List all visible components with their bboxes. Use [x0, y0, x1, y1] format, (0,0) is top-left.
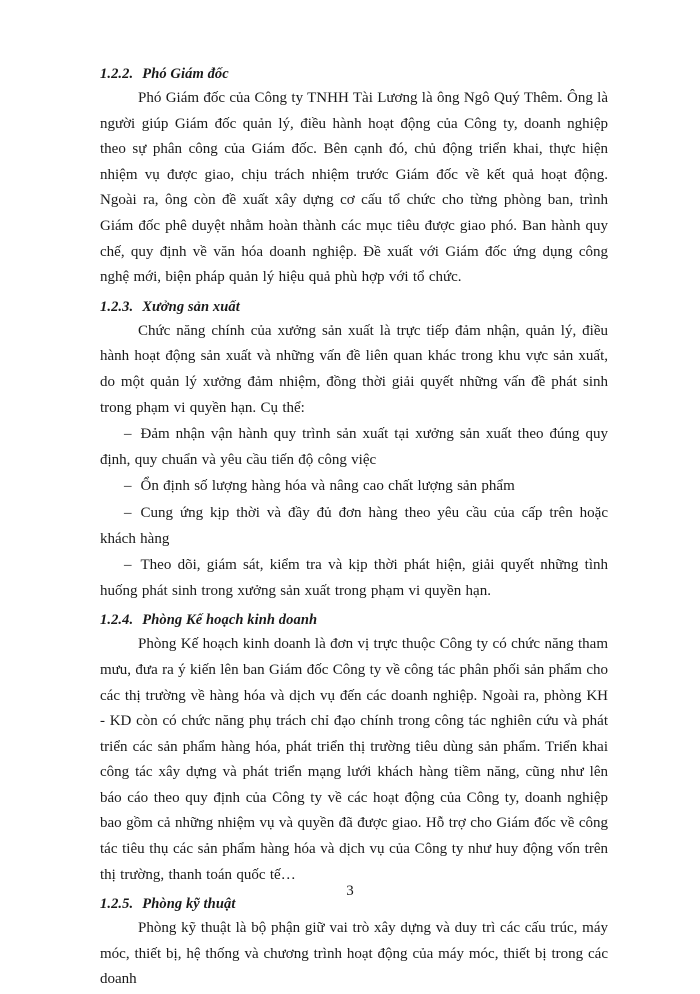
paragraph-1-2-3-1: Chức năng chính của xưởng sản xuất là trực tiếp đảm nhận, quản lý, điều hành hoạt động sản xuất và những vấn đề liên quan khác trong khu vực sản xuất, do một quản lý xưởng đảm nhiệm, đồng thời giải quyết những vấn đề phát sinh trong phạm vi quyền hạn. Cụ thể: — [100, 322, 608, 416]
bullet-dash-icon: – — [124, 557, 132, 574]
section-title: Phòng kỹ thuật — [142, 896, 236, 913]
paragraph-1-2-2-1: Phó Giám đốc của Công ty TNHH Tài Lương là ông Ngô Quý Thêm. Ông là người giúp Giám đốc quản lý, điều hành hoạt động của Công ty, doanh nghiệp theo sự phân công của Giám đốc. Bên cạnh đó, chủ động triển khai, thực hiện nhiệm vụ được giao, chịu trách nhiệm trước Giám đốc về kết quả hoạt động. Ngoài ra, ông còn đề xuất xây dựng cơ cấu tổ chức cho từng phòng ban, trình Giám đốc phê duyệt nhằm hoàn thành các mục tiêu được giao phó. Ban hành quy chế, quy định về văn hóa doanh nghiệp. Đề xuất với Giám đốc ứng dụng công nghệ mới, biện pháp quản lý hiệu quả phù hợp với tổ chức. — [100, 90, 609, 286]
section-heading-1-2-3 — [100, 297, 608, 318]
bullet-dash-icon: – — [124, 504, 132, 521]
section-title: Phòng Kế hoạch kinh doanh — [142, 612, 318, 629]
bullet-item — [100, 422, 608, 473]
bullet-text: Đảm nhận vận hành quy trình sản xuất tại xưởng sản xuất theo đúng quy định, quy chuẩn và yêu cầu tiến độ công việc — [100, 426, 608, 468]
page-content — [100, 58, 608, 994]
section-title: Phó Giám đốc — [142, 66, 229, 82]
bullet-text: Cung ứng kịp thời và đầy đủ đơn hàng theo yêu cầu của cấp trên hoặc khách hàng — [100, 504, 608, 547]
section-number: 1.2.4. — [100, 612, 134, 629]
paragraph-1-2-4-1: Phòng Kế hoạch kinh doanh là đơn vị trực thuộc Công ty có chức năng tham mưu, đưa ra ý kiến lên ban Giám đốc Công ty về công tác phân phối sản phẩm cho các thị trường về hàng hóa và dịch vụ đến các doanh nghiệp. Ngoài ra, phòng KH - KD còn có chức năng phụ trách chỉ đạo chính trong công tác nghiên cứu và phát triển các sản phẩm hàng hóa, phát triển thị trường tiêu dùng sản phẩm. Triển khai công tác xây dựng và phát triển mạng lưới khách hàng tiềm năng, cũng như lên báo cáo theo quy định của Công ty về các hoạt động của Công ty, doanh nghiệp bao gồm cả những nhiệm vụ và quyền đã được giao. Hỗ trợ cho Giám đốc về công tác tiêu thụ các sản phẩm hàng hóa và dịch vụ của Công ty như huy động vốn trên thị trường, thanh toán quốc tế… — [100, 636, 608, 883]
section-number: 1.2.5. — [100, 896, 134, 913]
bullet-item — [100, 474, 608, 500]
bullet-item — [100, 501, 608, 552]
bullet-dash-icon: – — [124, 478, 132, 495]
bullet-text: Ổn định số lượng hàng hóa và nâng cao chất lượng sản phẩm — [140, 478, 515, 495]
section-number: 1.2.2. — [100, 66, 134, 82]
section-heading-1-2-4 — [100, 610, 608, 631]
section-number: 1.2.3. — [100, 298, 134, 315]
bullet-item — [100, 553, 608, 604]
section-heading-1-2-2 — [100, 64, 608, 85]
paragraph-1-2-5-1: Phòng kỹ thuật là bộ phận giữ vai trò xây dựng và duy trì các cấu trúc, máy móc, thiết bị, hệ thống và chương trình hoạt động của máy móc, thiết bị trong các doanh — [100, 920, 608, 988]
page-number: 3 — [346, 883, 354, 899]
bullet-text: Theo dõi, giám sát, kiểm tra và kịp thời phát hiện, giải quyết những tình huống phát sinh trong xưởng sản xuất trong phạm vi quyền hạn. — [100, 557, 608, 599]
bullet-dash-icon: – — [124, 426, 132, 443]
section-title: Xưởng sản xuất — [142, 298, 240, 315]
